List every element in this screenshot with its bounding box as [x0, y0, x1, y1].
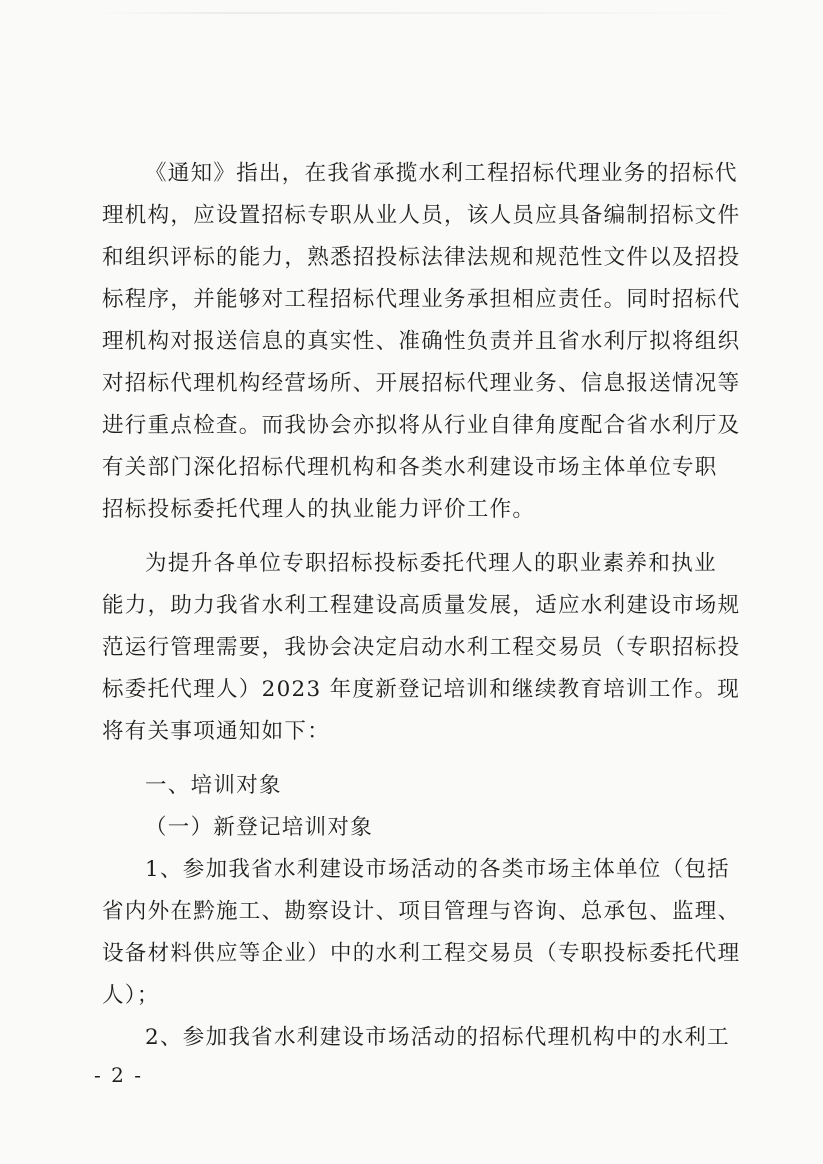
text-line: 招标投标委托代理人的执业能力评价工作。	[102, 497, 536, 522]
text-line: 《通知》指出，在我省承揽水利工程招标代理业务的招标代	[145, 161, 738, 186]
text-line: 和组织评标的能力，熟悉招投标法律法规和规范性文件以及招投	[102, 245, 741, 270]
text-line: 能力，助力我省水利工程建设高质量发展，适应水利建设市场规	[102, 593, 741, 618]
text-line: 标委托代理人）2023 年度新登记培训和继续教育培训工作。现	[102, 677, 741, 702]
page-number: - 2 -	[94, 1063, 143, 1087]
text-line: 范运行管理需要，我协会决定启动水利工程交易员（专职招标投	[102, 635, 741, 660]
subsection-heading: （一）新登记培训对象	[145, 815, 374, 840]
text-line: 1、参加我省水利建设市场活动的各类市场主体单位（包括	[145, 857, 730, 882]
text-line: 省内外在黔施工、勘察设计、项目管理与咨询、总承包、监理、	[102, 899, 741, 924]
text-line: 标程序，并能够对工程招标代理业务承担相应责任。同时招标代	[102, 287, 741, 312]
scan-edge-shadow	[95, 12, 775, 14]
text-line: 为提升各单位专职招标投标委托代理人的职业素养和执业	[145, 551, 717, 576]
text-line: 人）；	[102, 983, 160, 1008]
text-line: 2、参加我省水利建设市场活动的招标代理机构中的水利工	[145, 1025, 730, 1050]
text-line: 设备材料供应等企业）中的水利工程交易员（专职投标委托代理	[102, 941, 741, 966]
text-line: 对招标代理机构经营场所、开展招标代理业务、信息报送情况等	[102, 371, 741, 396]
text-line: 理机构对报送信息的真实性、准确性负责并且省水利厅拟将组织	[102, 329, 741, 354]
text-line: 将有关事项通知如下：	[102, 719, 331, 744]
text-line: 进行重点检查。而我协会亦拟将从行业自律角度配合省水利厅及	[102, 413, 741, 438]
text-line: 理机构，应设置招标专职从业人员，该人员应具备编制招标文件	[102, 203, 741, 228]
text-line: 有关部门深化招标代理机构和各类水利建设市场主体单位专职	[102, 455, 718, 480]
section-heading: 一、培训对象	[145, 773, 282, 798]
